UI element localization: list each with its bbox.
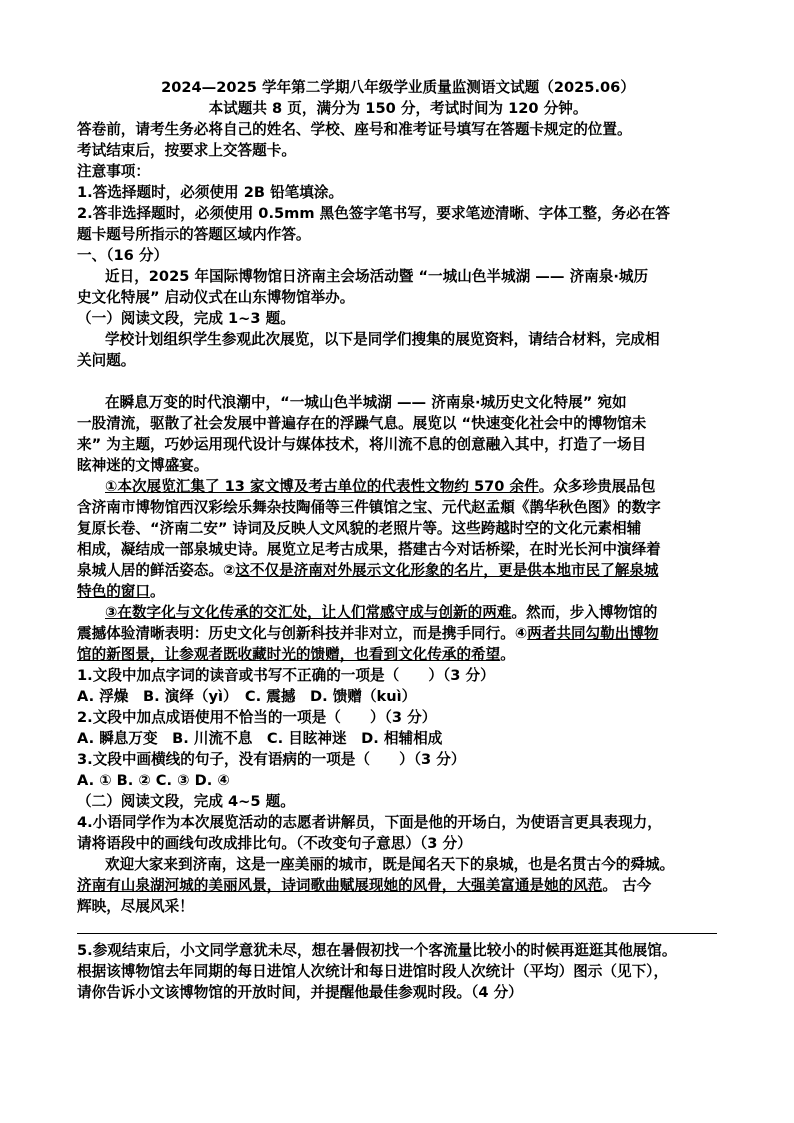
section-intro: 史文化特展” 启动仪式在山东博物馆举办。 (77, 289, 355, 306)
underlined-sentence-2-end: 特色的窗口 (77, 583, 150, 600)
instruction-line: 2.答非选择题时，必须使用 0.5mm 黑色签字笔书写，要求笔迹清晰、字体工整，务必在答 (77, 205, 670, 222)
question-2: 2.文段中加点成语使用不恰当的一项是（ ）（3 分） (77, 709, 437, 726)
question-2-options: A. 瞬息万变 B. 川流不息 C. 目眩神迷 D. 相辅相成 (77, 730, 443, 747)
section-intro: 近日，2025 年国际博物馆日济南主会场活动暨 “一城山色半城湖 —— 济南泉·城历 (105, 268, 649, 285)
passage-line: 相成，凝结成一部泉城史诗。展览立足考古成果，搭建古今对话桥梁，在时光长河中演绎着 (77, 541, 661, 558)
exam-subtitle: 本试题共 8 页，满分为 150 分，考试时间为 120 分钟。 (208, 100, 588, 117)
passage-line: 来” 为主题，巧妙运用现代设计与媒体技术，将川流不息的创意融入其中，打造了一场目 (77, 436, 647, 453)
underlined-sentence-1: ①本次展览汇集了 13 家文博及考古单位的代表性文物约 570 余件 (105, 478, 539, 495)
part-heading: （二）阅读文段，完成 4~5 题。 (77, 793, 295, 810)
instruction-line: 答卷前，请考生务必将自己的姓名、学校、座号和准考证号填写在答题卡规定的位置。 (77, 121, 632, 138)
question-5: 请你告诉小文该博物馆的开放时间，并提醒他最佳参观时段。（4 分） (77, 984, 523, 1001)
passage-line: 震撼体验清晰表明：历史文化与创新科技并非对立，而是携手同行。④两者共同勾勒出博物 (77, 625, 659, 642)
instruction-line: 注意事项： (77, 163, 150, 180)
passage-line: 含济南市博物馆西汉彩绘乐舞杂技陶俑等三件镇馆之宝、元代赵孟頫《鹊华秋色图》的数字 (77, 499, 661, 516)
question-4-text: 辉映，尽展风采！ (77, 898, 194, 915)
part-intro: 关问题。 (77, 352, 136, 369)
question-3: 3.文段中画横线的句子，没有语病的一项是（ ）（3 分） (77, 751, 466, 768)
question-1-options: A. 浮燥 B. 演绎（yì） C. 震撼 D. 馈赠（kuì） (77, 688, 417, 705)
passage-line: ③在数字化与文化传承的交汇处，让人们常感守成与创新的两难。然而，步入博物馆的 (105, 604, 658, 621)
answer-line (77, 933, 717, 934)
instruction-line: 题卡题号所指示的答题区域内作答。 (77, 226, 311, 243)
underlined-sentence-4-end: 馆的新图景，让参观者既收藏时光的馈赠，也看到文化传承的希望 (77, 646, 501, 663)
passage-line: 馆的新图景，让参观者既收藏时光的馈赠，也看到文化传承的希望。 (77, 646, 515, 663)
underlined-sentence-2: 这不仅是济南对外展示文化形象的名片，更是供本地市民了解泉城 (235, 562, 659, 579)
passage-line: 在瞬息万变的时代浪潮中，“一城山色半城湖 —— 济南泉·城历史文化特展” 宛如 (105, 394, 627, 411)
passage-line: 一股清流，驱散了社会发展中普遍存在的浮躁气息。展览以 “快速变化社会中的博物馆未 (77, 415, 647, 432)
question-4: 请将语段中的画线句改成排比句。（不改变句子意思）（3 分） (77, 835, 472, 852)
passage-line: ①本次展览汇集了 13 家文博及考古单位的代表性文物约 570 余件。众多珍贵展品包 (105, 478, 656, 495)
exam-title: 2024—2025 学年第二学期八年级学业质量监测语文试题（2025.06） (161, 79, 635, 96)
underlined-sentence-3: ③在数字化与文化传承的交汇处，让人们常感守成与创新的两难 (105, 604, 512, 621)
question-5: 根据该博物馆去年同期的每日进馆人次统计和每日进馆时段人次统计（平均）图示（见下）， (77, 963, 669, 980)
question-3-options: A. ① B. ② C. ③ D. ④ (77, 772, 230, 789)
underlined-sentence-4: 两者共同勾勒出博物 (527, 625, 659, 642)
underlined-sentence-q4: 济南有山泉湖河城的美丽风景，诗词歌曲赋展现她的风骨，大强美富通是她的风范 (77, 877, 603, 894)
part-intro: 学校计划组织学生参观此次展览，以下是同学们搜集的展览资料，请结合材料，完成相 (105, 331, 660, 348)
question-4-text: 欢迎大家来到济南，这是一座美丽的城市，既是闻名天下的泉城，也是名贯古今的舜城。 (105, 856, 675, 873)
passage-line: 复原长卷、“济南二安” 诗词及反映人文风貌的老照片等。这些跨越时空的文化元素相辅 (77, 520, 642, 537)
question-4-text: 济南有山泉湖河城的美丽风景，诗词歌曲赋展现她的风骨，大强美富通是她的风范。 古今 (77, 877, 652, 894)
section-heading: 一、（16 分） (77, 247, 169, 264)
part-heading: （一）阅读文段，完成 1~3 题。 (77, 310, 295, 327)
instruction-line: 1.答选择题时，必须使用 2B 铅笔填涂。 (77, 184, 344, 201)
passage-line: 眩神迷的文博盛宴。 (77, 457, 209, 474)
passage-line: 泉城人居的鲜活姿态。②这不仅是济南对外展示文化形象的名片，更是供本地市民了解泉城 (77, 562, 659, 579)
instruction-line: 考试结束后，按要求上交答题卡。 (77, 142, 296, 159)
question-5: 5.参观结束后，小文同学意犹未尽，想在暑假初找一个客流量比较小的时候再逛逛其他展馆。 (77, 942, 677, 959)
question-1: 1.文段中加点字词的读音或书写不正确的一项是（ ）（3 分） (77, 667, 495, 684)
passage-line: 特色的窗口。 (77, 583, 165, 600)
question-4: 4.小语同学作为本次展览活动的志愿者讲解员，下面是他的开场白，为使语言更具表现力， (77, 814, 662, 831)
